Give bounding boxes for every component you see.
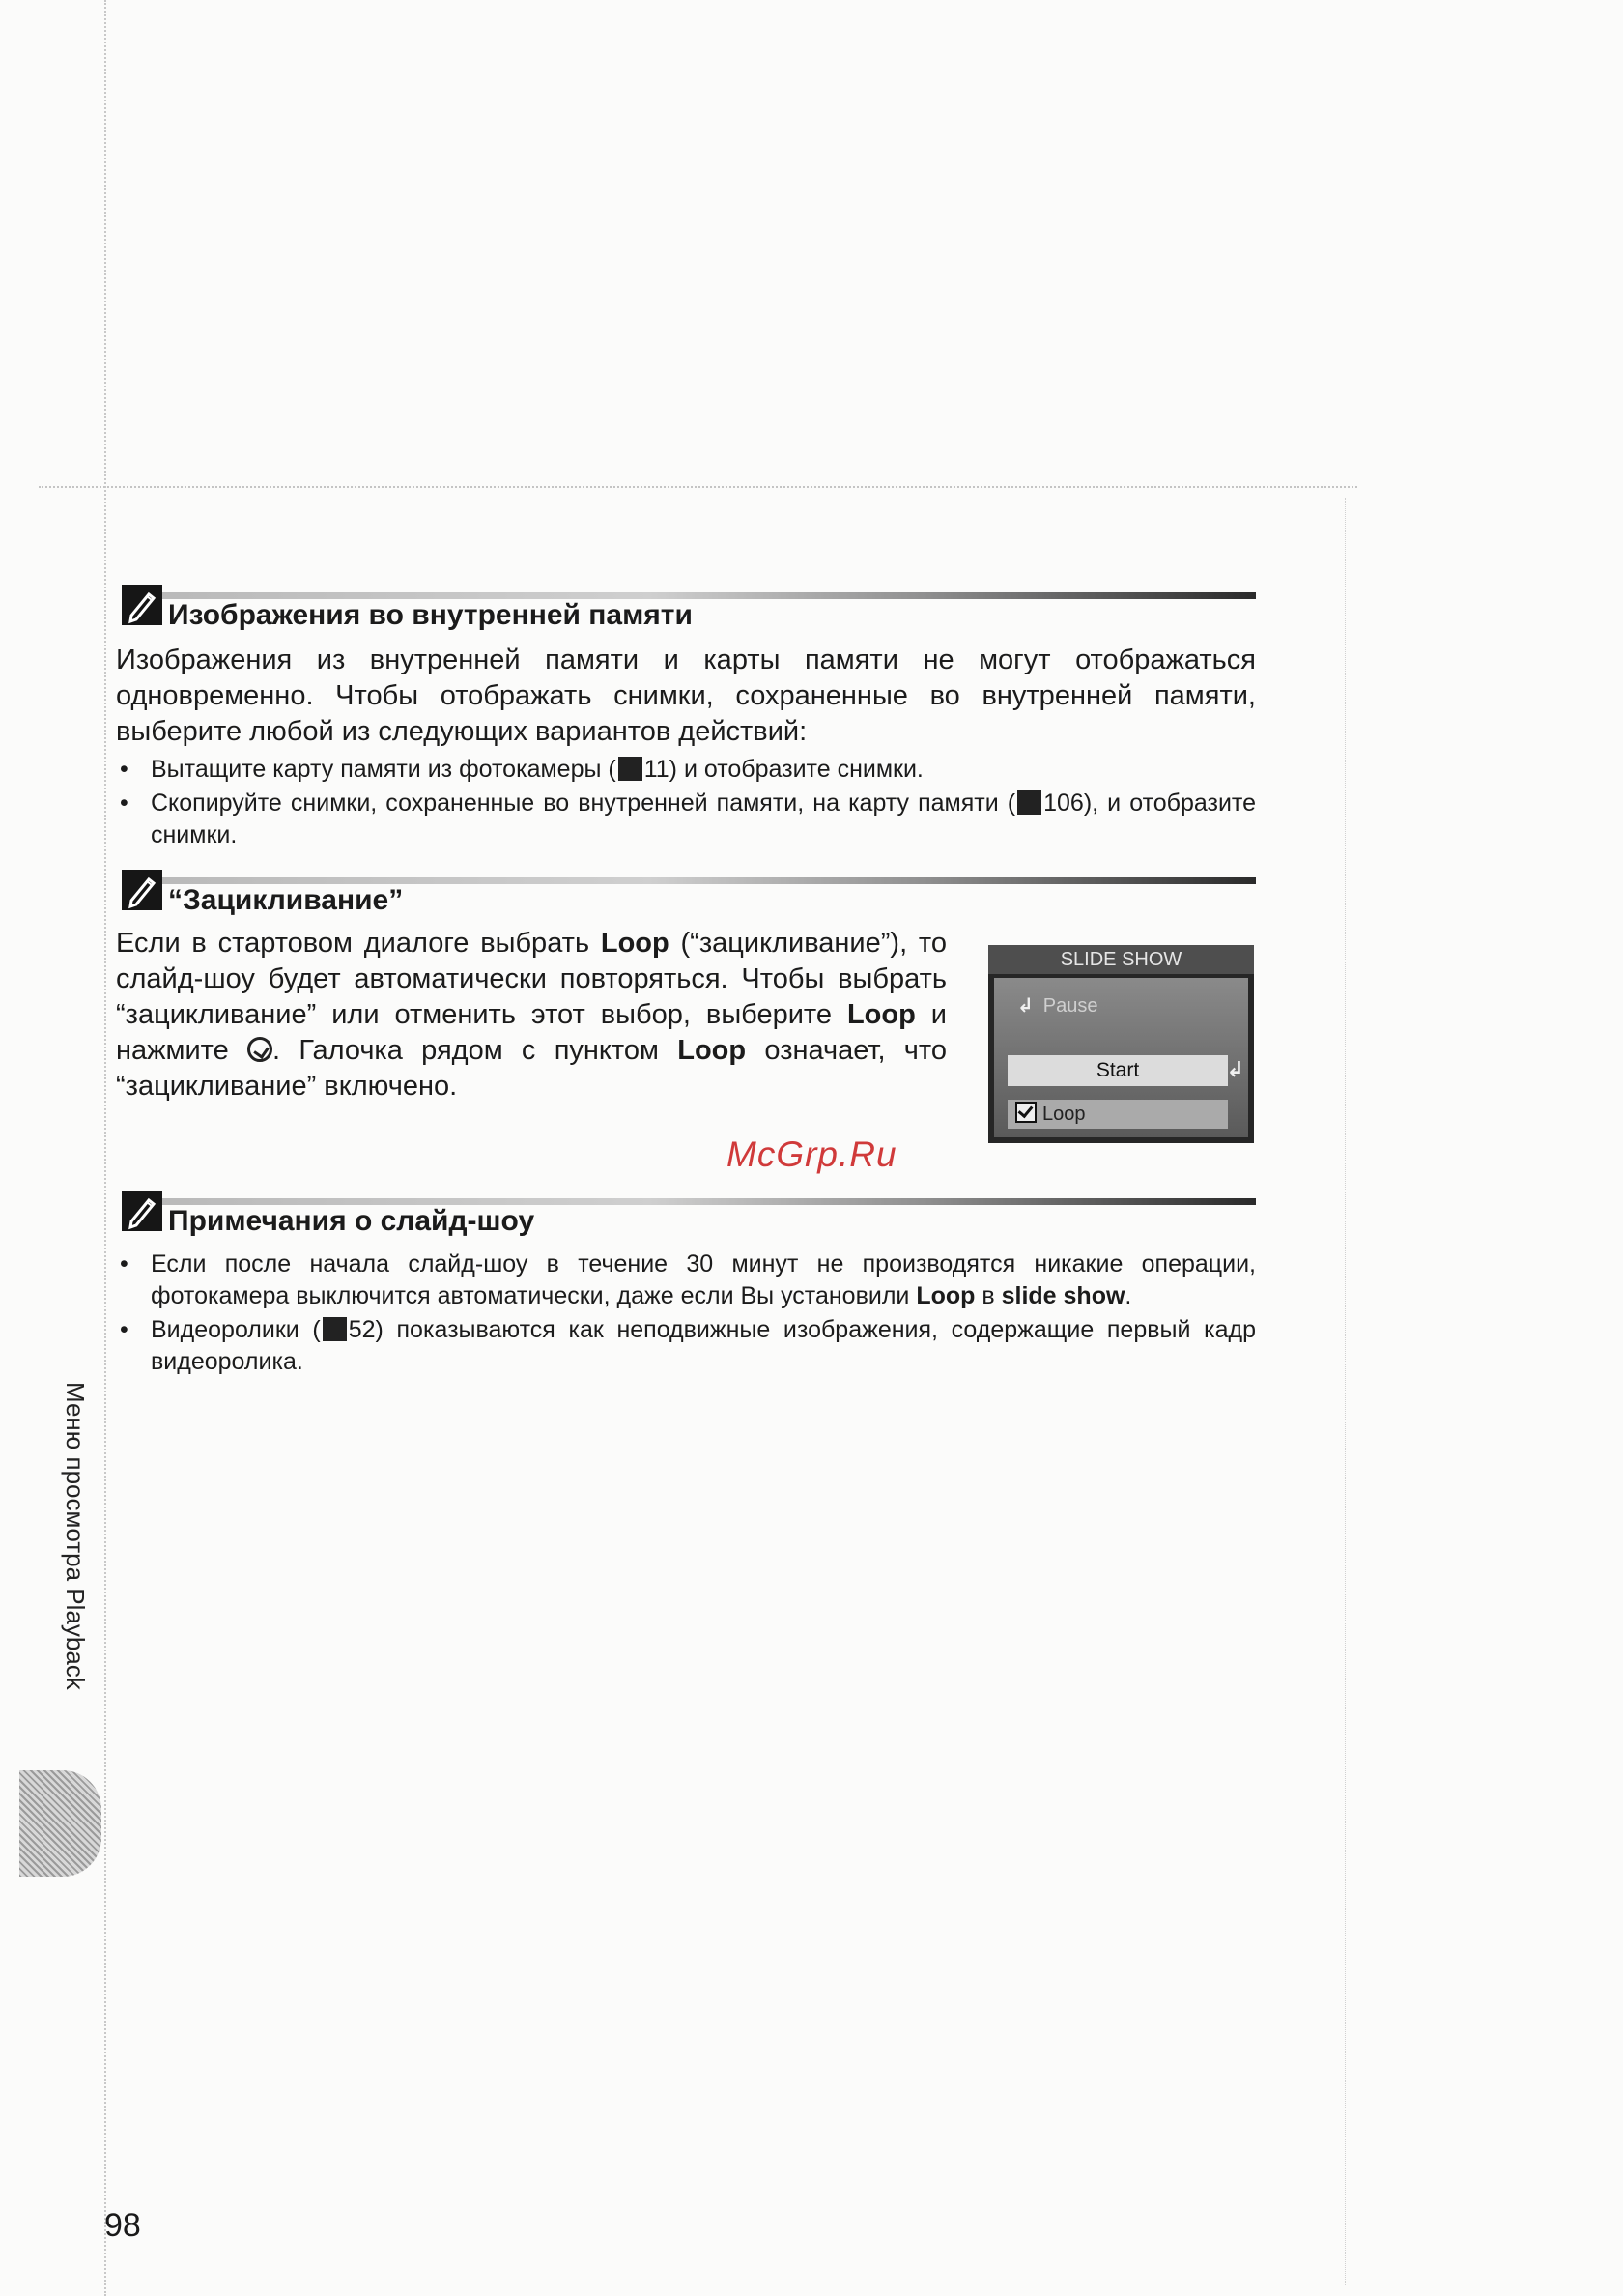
bullet-list <box>116 754 1256 851</box>
start-option: Start <box>1008 1055 1228 1086</box>
page-reference-icon <box>618 757 642 781</box>
section-header <box>116 585 1256 633</box>
section-title: Изображения во внутренней памяти <box>168 599 693 631</box>
page-reference-icon <box>1017 790 1041 815</box>
pencil-note-icon <box>122 870 162 910</box>
checkbox-icon <box>1015 1102 1037 1123</box>
page-reference-icon <box>323 1317 347 1341</box>
left-margin-line <box>104 0 106 2296</box>
section-rule <box>155 592 1256 599</box>
pause-option: ↲ Pause <box>1017 995 1098 1017</box>
list-item: • Если после начала слайд-шоу в течение 30 минут не производятся никакие операции, фотокамера выключится автоматически, даже если Вы установили Loop в slide show. <box>120 1250 1256 1309</box>
enter-icon: ↲ <box>1226 1057 1244 1081</box>
list-item: • Скопируйте снимки, сохраненные во внутренней памяти, на карту памяти ( 106), и отобразите снимки. <box>120 789 1256 848</box>
right-margin-line <box>1345 498 1346 2285</box>
side-section-label: Меню просмотра Playback <box>61 1382 90 1690</box>
section-title: Примечания о слайд-шоу <box>168 1205 535 1237</box>
list-item: • Вытащите карту памяти из фотокамеры ( 11) и отобразите снимки. <box>120 756 924 783</box>
return-icon: ↲ <box>1017 995 1034 1017</box>
section-rule <box>155 1198 1256 1205</box>
section-paragraph: Если в стартовом диалоге выбрать Loop (“зацикливание”), то слайд-шоу будет автоматически повторяться. Чтобы выбрать “зацикливание” или отменить этот выбор, выберите Loop и нажмите . Галочка рядом с пунктом Loop означает, что “зацикливание” включено. <box>116 928 948 1102</box>
top-divider-line <box>39 486 1357 488</box>
side-tab-marker <box>19 1770 101 1877</box>
bullet-list <box>116 1248 1256 1378</box>
screen-title: SLIDE SHOW <box>988 945 1254 974</box>
watermark: McGrp.Ru <box>726 1134 897 1174</box>
pencil-note-icon <box>122 585 162 625</box>
section-header <box>116 1191 1256 1239</box>
section-internal-memory <box>116 585 1256 853</box>
list-item: • Видеоролики ( 52) показываются как неподвижные изображения, содержащие первый кадр видеоролика. <box>120 1316 1256 1375</box>
section-title: “Зацикливание” <box>168 884 404 916</box>
section-notes <box>116 1191 1256 1380</box>
section-paragraph: Изображения из внутренней памяти и карты памяти не могут отображаться одновременно. Чтобы отображать снимки, сохраненные во внутренней памяти, выберите любой из следующих вариантов действий: <box>116 645 1256 747</box>
slideshow-screen <box>988 945 1254 1143</box>
ok-button-icon <box>247 1037 272 1062</box>
page-number: 98 <box>104 2207 141 2244</box>
section-header <box>116 870 1256 918</box>
section-rule <box>155 877 1256 884</box>
pencil-note-icon <box>122 1191 162 1231</box>
loop-option: Loop <box>1008 1100 1228 1129</box>
